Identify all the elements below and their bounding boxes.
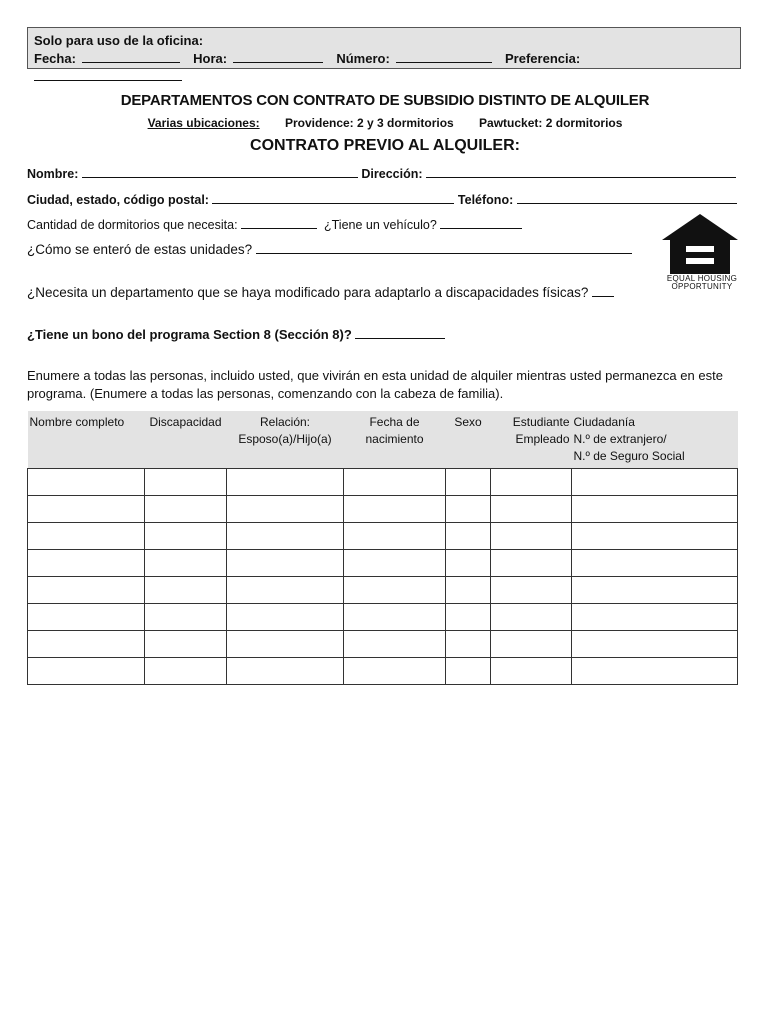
office-numero-label: Número: xyxy=(336,51,390,66)
table-cell[interactable] xyxy=(446,550,491,577)
ciudad-field[interactable] xyxy=(212,191,454,204)
table-cell[interactable] xyxy=(145,496,227,523)
table-cell[interactable] xyxy=(28,604,145,631)
como-entero-field[interactable] xyxy=(256,241,632,254)
table-row xyxy=(28,604,738,631)
table-header-row xyxy=(28,411,738,469)
table-cell[interactable] xyxy=(227,631,344,658)
document-title: DEPARTAMENTOS CON CONTRATO DE SUBSIDIO DISTINTO DE ALQUILER xyxy=(120,92,650,109)
header-discapacidad: Discapacidad xyxy=(145,411,227,469)
table-cell[interactable] xyxy=(145,523,227,550)
table-cell[interactable] xyxy=(446,631,491,658)
office-use-box xyxy=(27,27,741,69)
discapacidad-field[interactable] xyxy=(592,284,614,297)
table-cell[interactable] xyxy=(28,577,145,604)
header-ciudadania-line3: N.º de Seguro Social xyxy=(573,449,685,463)
table-cell[interactable] xyxy=(491,550,572,577)
form-line-section8 xyxy=(27,326,445,342)
locations-line xyxy=(0,116,770,130)
table-cell[interactable] xyxy=(572,550,738,577)
form-line-ciudad xyxy=(27,191,737,207)
header-relacion xyxy=(227,411,344,469)
header-fecha xyxy=(344,411,446,469)
header-sexo: Sexo xyxy=(446,411,491,469)
table-row xyxy=(28,523,738,550)
table-cell[interactable] xyxy=(344,550,446,577)
como-entero-label: ¿Cómo se enteró de estas unidades? xyxy=(27,242,253,257)
table-cell[interactable] xyxy=(491,604,572,631)
telefono-field[interactable] xyxy=(517,191,737,204)
table-cell[interactable] xyxy=(446,496,491,523)
table-cell[interactable] xyxy=(28,496,145,523)
table-row xyxy=(28,577,738,604)
header-ciudadania-line1: Ciudadanía xyxy=(573,415,635,429)
header-relacion-line1: Relación: xyxy=(259,415,311,429)
section8-field[interactable] xyxy=(355,326,445,339)
table-cell[interactable] xyxy=(446,658,491,685)
table-cell[interactable] xyxy=(572,604,738,631)
location-providence: Providence: 2 y 3 dormitorios xyxy=(284,116,454,130)
table-cell[interactable] xyxy=(446,523,491,550)
discapacidad-label: ¿Necesita un departamento que se haya modificado para adaptarlo a discapacidades físicas? xyxy=(27,285,589,300)
table-cell[interactable] xyxy=(446,469,491,496)
table-cell[interactable] xyxy=(28,550,145,577)
header-relacion-line2: Esposo(a)/Hijo(a) xyxy=(238,432,332,446)
nombre-field[interactable] xyxy=(82,165,358,178)
nombre-label: Nombre: xyxy=(27,167,79,181)
direccion-field[interactable] xyxy=(426,165,736,178)
office-use-fields xyxy=(34,50,734,86)
table-cell[interactable] xyxy=(145,631,227,658)
header-ciudadania-line2: N.º de extranjero/ xyxy=(573,432,667,446)
table-cell[interactable] xyxy=(227,577,344,604)
table-row xyxy=(28,469,738,496)
telefono-label: Teléfono: xyxy=(457,193,514,207)
table-cell[interactable] xyxy=(227,469,344,496)
table-cell[interactable] xyxy=(28,523,145,550)
table-cell[interactable] xyxy=(344,658,446,685)
form-line-dormitorios xyxy=(27,216,522,232)
table-cell[interactable] xyxy=(491,469,572,496)
equal-housing-text xyxy=(666,275,738,291)
office-numero-blank[interactable] xyxy=(396,50,492,63)
form-line-discapacidad xyxy=(27,284,614,300)
header-ciudadania xyxy=(572,411,738,469)
office-fecha-blank[interactable] xyxy=(82,50,180,63)
table-cell[interactable] xyxy=(572,469,738,496)
office-use-title: Solo para uso de la oficina: xyxy=(34,33,204,48)
table-row xyxy=(28,631,738,658)
table-cell[interactable] xyxy=(491,658,572,685)
table-cell[interactable] xyxy=(446,604,491,631)
location-pawtucket: Pawtucket: 2 dormitorios xyxy=(479,116,623,130)
table-cell[interactable] xyxy=(491,631,572,658)
dormitorios-label: Cantidad de dormitorios que necesita: xyxy=(27,218,238,232)
table-cell[interactable] xyxy=(344,523,446,550)
document-subtitle: CONTRATO PREVIO AL ALQUILER: xyxy=(250,137,520,154)
office-preferencia-label: Preferencia: xyxy=(505,51,581,66)
table-row xyxy=(28,496,738,523)
table-cell[interactable] xyxy=(572,577,738,604)
table-cell[interactable] xyxy=(491,496,572,523)
table-cell[interactable] xyxy=(145,604,227,631)
form-line-como-entero xyxy=(27,241,632,257)
office-hora-label: Hora: xyxy=(193,51,228,66)
table-cell[interactable] xyxy=(145,550,227,577)
locations-label: Varias ubicaciones: xyxy=(147,116,260,130)
table-cell[interactable] xyxy=(145,577,227,604)
table-cell[interactable] xyxy=(227,523,344,550)
table-cell[interactable] xyxy=(344,631,446,658)
header-fecha-line2: nacimiento xyxy=(365,432,424,446)
equal-housing-line1: EQUAL HOUSING xyxy=(666,274,738,283)
table-cell[interactable] xyxy=(344,496,446,523)
office-preferencia-blank[interactable] xyxy=(34,68,182,81)
header-estudiante-line2: Empleado xyxy=(515,432,570,446)
table-cell[interactable] xyxy=(572,631,738,658)
table-cell[interactable] xyxy=(145,658,227,685)
table-cell[interactable] xyxy=(344,577,446,604)
vehiculo-field[interactable] xyxy=(440,216,522,229)
table-cell[interactable] xyxy=(28,631,145,658)
ciudad-label: Ciudad, estado, código postal: xyxy=(27,193,209,207)
direccion-label: Dirección: xyxy=(361,167,423,181)
header-nombre: Nombre completo xyxy=(28,411,145,469)
table-cell[interactable] xyxy=(227,496,344,523)
table-cell[interactable] xyxy=(28,469,145,496)
table-cell[interactable] xyxy=(145,469,227,496)
header-estudiante xyxy=(491,411,572,469)
vehiculo-label: ¿Tiene un vehículo? xyxy=(323,218,437,232)
section8-label: ¿Tiene un bono del programa Section 8 (Sección 8)? xyxy=(27,327,352,342)
table-cell[interactable] xyxy=(28,658,145,685)
household-instructions: Enumere a todas las personas, incluido usted, que vivirán en esta unidad de alquiler mientras usted permanezca en este programa. (Enumere a todas las personas, comenzando con la cabeza de familia). xyxy=(27,368,723,401)
table-cell[interactable] xyxy=(344,469,446,496)
header-estudiante-line1: Estudiante xyxy=(512,415,570,429)
form-line-nombre xyxy=(27,165,736,181)
household-table xyxy=(27,411,738,685)
table-row xyxy=(28,550,738,577)
header-fecha-line1: Fecha de xyxy=(369,415,420,429)
table-cell[interactable] xyxy=(491,577,572,604)
table-cell[interactable] xyxy=(227,604,344,631)
office-fecha-label: Fecha: xyxy=(34,51,76,66)
table-cell[interactable] xyxy=(572,523,738,550)
table-row xyxy=(28,658,738,685)
table-cell[interactable] xyxy=(572,658,738,685)
table-cell[interactable] xyxy=(446,577,491,604)
table-cell[interactable] xyxy=(572,496,738,523)
table-cell[interactable] xyxy=(227,550,344,577)
table-cell[interactable] xyxy=(344,604,446,631)
table-cell[interactable] xyxy=(227,658,344,685)
office-hora-blank[interactable] xyxy=(233,50,323,63)
table-cell[interactable] xyxy=(491,523,572,550)
equal-housing-line2: OPPORTUNITY xyxy=(671,282,733,291)
dormitorios-field[interactable] xyxy=(241,216,317,229)
